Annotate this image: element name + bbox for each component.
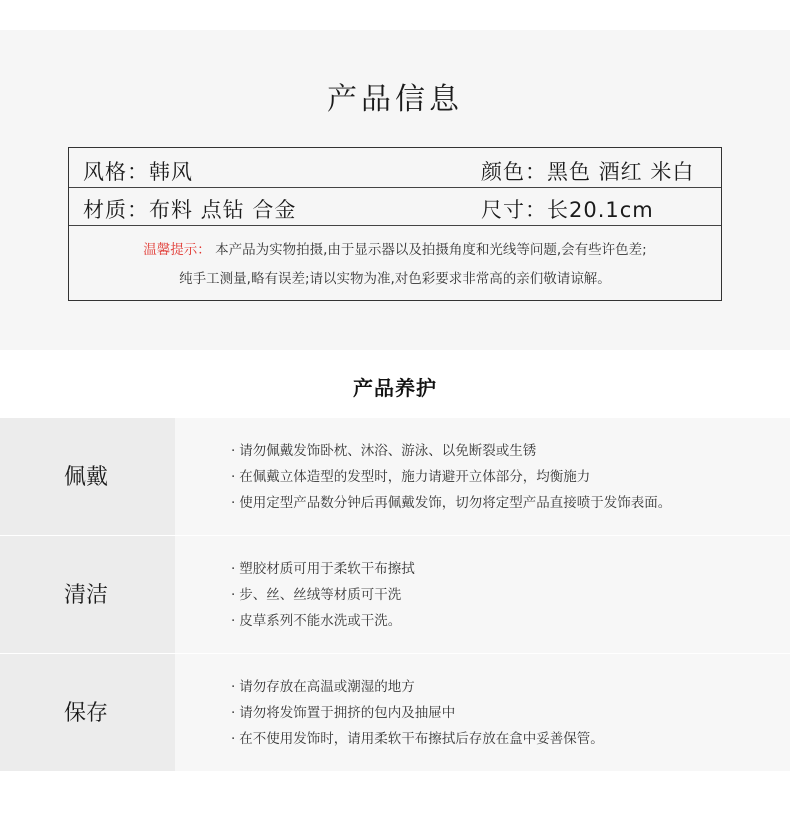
info-row-style-color bbox=[69, 152, 721, 188]
list-item bbox=[231, 556, 415, 582]
care-section-wearing bbox=[0, 418, 790, 535]
care-section-storage bbox=[0, 654, 790, 771]
style-value: 风格：韩风 bbox=[83, 160, 193, 184]
material-value: 材质：布料 点钻 合金 bbox=[83, 198, 297, 222]
care-label: 清洁 bbox=[64, 583, 109, 608]
notice-label: 温馨提示： bbox=[143, 242, 211, 258]
notice-line-1-text: 本产品为实物拍摄,由于显示器以及拍摄角度和光线等问题,会有些许色差; bbox=[215, 242, 647, 258]
list-item-text: 在不使用发饰时，请用柔软干布擦拭后存放在盒中妥善保管。 bbox=[239, 731, 604, 747]
color-value: 颜色：黑色 酒红 米白 bbox=[481, 160, 695, 184]
list-item bbox=[231, 700, 604, 726]
product-info-section bbox=[0, 30, 790, 350]
care-content bbox=[175, 536, 790, 653]
bullet: · bbox=[231, 705, 236, 721]
care-section-cleaning bbox=[0, 536, 790, 653]
list-item-text: 塑胶材质可用于柔软干布擦拭 bbox=[239, 561, 415, 577]
info-row-material-size bbox=[69, 190, 721, 226]
list-item-text: 在佩戴立体造型的发型时，施力请避开立体部分，均衡施力 bbox=[239, 469, 591, 485]
notice-line-2: 纯手工测量,略有误差;请以实物为准,对色彩要求非常高的亲们敬请谅解。 bbox=[179, 271, 611, 287]
list-item bbox=[231, 582, 415, 608]
care-list bbox=[231, 674, 604, 752]
list-item bbox=[231, 674, 604, 700]
list-item-text: 使用定型产品数分钟后再佩戴发饰，切勿将定型产品直接喷于发饰表面。 bbox=[239, 495, 672, 511]
list-item-text: 请勿佩戴发饰卧枕、沐浴、游泳、以免断裂或生锈 bbox=[239, 443, 537, 459]
product-info-title: 产品信息 bbox=[327, 82, 463, 117]
care-list bbox=[231, 556, 415, 634]
list-item bbox=[231, 726, 604, 752]
bullet: · bbox=[231, 587, 236, 603]
bullet: · bbox=[231, 613, 236, 629]
list-item bbox=[231, 490, 671, 516]
list-item bbox=[231, 464, 671, 490]
bullet: · bbox=[231, 561, 236, 577]
list-item bbox=[231, 438, 671, 464]
care-label-box bbox=[0, 654, 175, 771]
list-item-text: 请勿将发饰置于拥挤的包内及抽屉中 bbox=[239, 705, 456, 721]
care-list bbox=[231, 438, 671, 516]
care-label: 佩戴 bbox=[64, 465, 109, 490]
bullet: · bbox=[231, 443, 236, 459]
care-label-box bbox=[0, 536, 175, 653]
notice-text bbox=[69, 236, 721, 294]
product-info-table bbox=[68, 147, 722, 301]
list-item-text: 请勿存放在高温或潮湿的地方 bbox=[239, 679, 415, 695]
list-item bbox=[231, 608, 415, 634]
care-label: 保存 bbox=[64, 701, 109, 726]
care-content bbox=[175, 654, 790, 771]
product-care-title: 产品养护 bbox=[353, 376, 437, 400]
bullet: · bbox=[231, 495, 236, 511]
bullet: · bbox=[231, 731, 236, 747]
notice-line-1 bbox=[69, 236, 721, 265]
size-value: 尺寸：长20.1cm bbox=[481, 198, 654, 222]
care-label-box bbox=[0, 418, 175, 535]
care-content bbox=[175, 418, 790, 535]
bullet: · bbox=[231, 469, 236, 485]
bullet: · bbox=[231, 679, 236, 695]
list-item-text: 步、丝、丝绒等材质可干洗 bbox=[239, 587, 402, 603]
list-item-text: 皮草系列不能水洗或干洗。 bbox=[239, 613, 402, 629]
